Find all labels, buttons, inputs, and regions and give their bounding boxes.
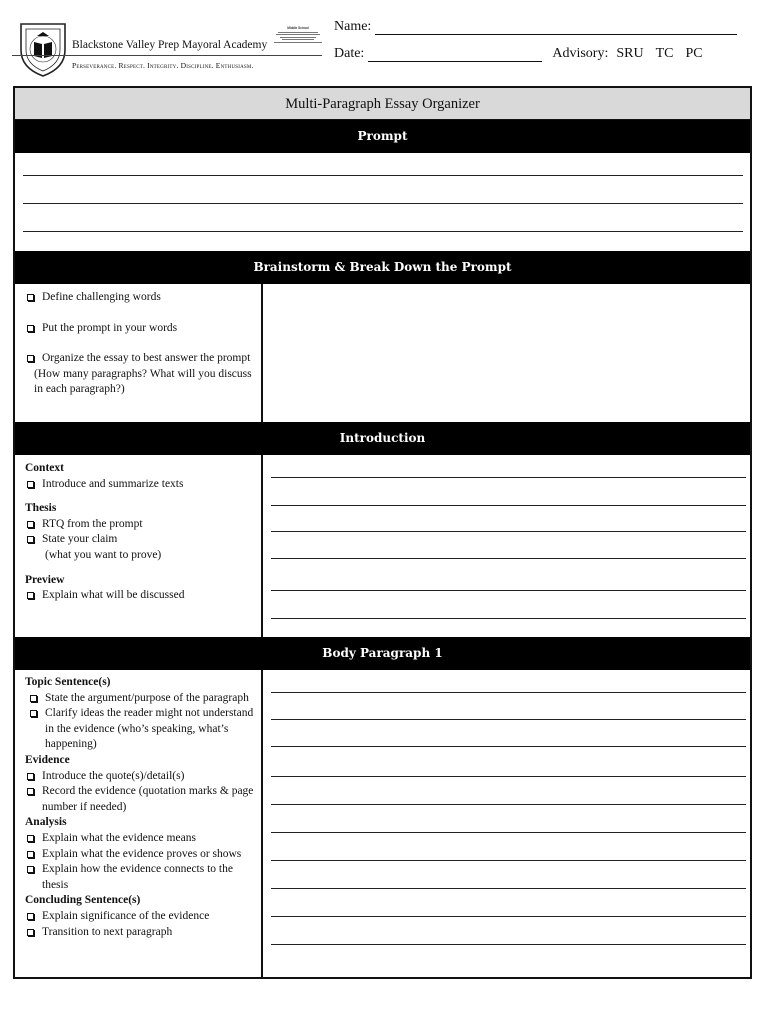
checklist-item (25, 351, 256, 367)
thesis-note: (what you want to prove) (45, 548, 162, 561)
checkbox[interactable] (27, 835, 34, 842)
writing-line (271, 804, 746, 805)
advisory-option-pc[interactable]: PC (685, 46, 703, 61)
advisory-option-sru[interactable]: SRU (616, 46, 644, 61)
checklist-item (25, 769, 256, 785)
checkbox[interactable] (27, 325, 34, 332)
writing-line (23, 203, 743, 204)
school-name: Blackstone Valley Prep Mayoral Academy (72, 39, 268, 51)
name-field[interactable] (375, 23, 737, 35)
checklist-item-text: Define challenging words (42, 291, 161, 303)
writing-line (271, 746, 746, 747)
checklist-item-text: Explain what the evidence means (42, 831, 196, 844)
writing-line (271, 776, 746, 777)
info-line-text (280, 37, 316, 38)
advisory-label: Advisory: (552, 46, 609, 61)
date-row (334, 46, 703, 62)
writing-line (271, 692, 746, 693)
checklist-item-text: Introduce the quote(s)/detail(s) (42, 769, 185, 782)
writing-line (23, 175, 743, 176)
checklist-item (25, 862, 256, 893)
school-logo-block (12, 18, 322, 82)
checklist-item-text: Transition to next paragraph (42, 925, 173, 938)
preview-heading: Preview (25, 573, 65, 586)
body-paragraph-1-section-bar: Body Paragraph 1 (15, 637, 750, 670)
name-row (334, 19, 737, 35)
checklist-item-text: State your claim (42, 533, 118, 546)
checklist-item (25, 517, 256, 533)
checkbox[interactable] (27, 294, 34, 301)
evidence-heading: Evidence (25, 753, 70, 766)
school-crest-icon (17, 20, 69, 78)
checkbox[interactable] (27, 521, 34, 528)
checklist-item (25, 477, 256, 493)
checklist-item (25, 691, 256, 707)
date-field[interactable] (368, 50, 542, 62)
checkbox[interactable] (27, 773, 34, 780)
checkbox[interactable] (27, 592, 34, 599)
checklist-item-text: Record the evidence (quotation marks & page number if needed) (42, 785, 254, 813)
checklist-item-text: Explain how the evidence connects to the thesis (42, 863, 233, 891)
name-label: Name: (334, 19, 372, 34)
brainstorm-note: (How many paragraphs? What will you discuss in each paragraph?) (34, 367, 252, 396)
body-paragraph-1-checklist (15, 670, 263, 977)
brainstorm-checklist (15, 284, 263, 422)
thesis-heading: Thesis (25, 502, 57, 515)
checklist-item-text: RTQ from the prompt (42, 517, 143, 530)
brainstorm-section-bar: Brainstorm & Break Down the Prompt (15, 251, 750, 284)
checkbox[interactable] (30, 710, 37, 717)
brainstorm-writing-area[interactable] (265, 284, 750, 422)
checkbox[interactable] (27, 851, 34, 858)
checklist-item (25, 847, 256, 863)
checklist-item (25, 784, 256, 815)
school-motto: Perseverance. Respect. Integrity. Discipline. Enthusiasm. (72, 61, 254, 70)
writing-line (271, 832, 746, 833)
checkbox[interactable] (27, 355, 34, 362)
writing-line (271, 590, 746, 591)
prompt-writing-area[interactable] (15, 153, 750, 251)
checklist-item (25, 925, 256, 941)
checkbox[interactable] (27, 929, 34, 936)
topic-sentence-heading: Topic Sentence(s) (25, 676, 111, 688)
checklist-item (25, 831, 256, 847)
checklist-item (25, 706, 256, 753)
checklist-item-text: Explain what the evidence proves or shows (42, 847, 242, 860)
checkbox[interactable] (27, 481, 34, 488)
info-line-text (274, 42, 322, 43)
checklist-item-text: Put the prompt in your words (42, 321, 178, 334)
writing-line (271, 558, 746, 559)
checkbox[interactable] (30, 695, 37, 702)
checklist-item-text: Organize the essay to best answer the prompt (42, 352, 251, 365)
school-contact-info (274, 26, 322, 44)
checklist-item-text: Explain significance of the evidence (42, 909, 210, 922)
writing-line (23, 231, 743, 232)
checklist-item (25, 532, 256, 548)
writing-line (271, 860, 746, 861)
introduction-checklist (15, 455, 263, 637)
info-line-text (282, 39, 314, 40)
writing-line (271, 505, 746, 506)
concluding-sentence-heading: Concluding Sentence(s) (25, 894, 141, 907)
writing-line (271, 477, 746, 478)
checkbox[interactable] (27, 788, 34, 795)
date-label: Date: (334, 46, 365, 61)
checklist-item-text: State the argument/purpose of the paragraph (45, 691, 249, 704)
introduction-section-bar: Introduction (15, 422, 750, 455)
checkbox[interactable] (27, 913, 34, 920)
logo-divider (12, 55, 322, 56)
introduction-writing-area[interactable] (265, 455, 750, 637)
info-line-text (276, 34, 320, 35)
prompt-section-bar: Prompt (15, 120, 750, 153)
writing-line (271, 944, 746, 945)
checkbox[interactable] (27, 866, 34, 873)
analysis-heading: Analysis (25, 816, 67, 829)
writing-line (271, 888, 746, 889)
writing-line (271, 618, 746, 619)
essay-organizer-table (13, 86, 752, 979)
checklist-item (25, 588, 256, 604)
context-heading: Context (25, 462, 64, 474)
body-paragraph-1-writing-area[interactable] (265, 670, 750, 977)
checklist-item (25, 290, 256, 306)
info-line: Middle School (287, 26, 309, 30)
checklist-item (25, 909, 256, 925)
checklist-item-text: Clarify ideas the reader might not understand in the evidence (who’s speaking, what’s happening) (45, 707, 254, 751)
writing-line (271, 531, 746, 532)
info-line-text (278, 32, 318, 33)
checklist-item-text: Introduce and summarize texts (42, 477, 184, 490)
organizer-title: Multi-Paragraph Essay Organizer (15, 88, 750, 120)
checkbox[interactable] (27, 536, 34, 543)
checklist-item-text: Explain what will be discussed (42, 589, 185, 602)
writing-line (271, 916, 746, 917)
writing-line (271, 719, 746, 720)
advisory-option-tc[interactable]: TC (655, 46, 674, 61)
checklist-item (25, 321, 256, 337)
